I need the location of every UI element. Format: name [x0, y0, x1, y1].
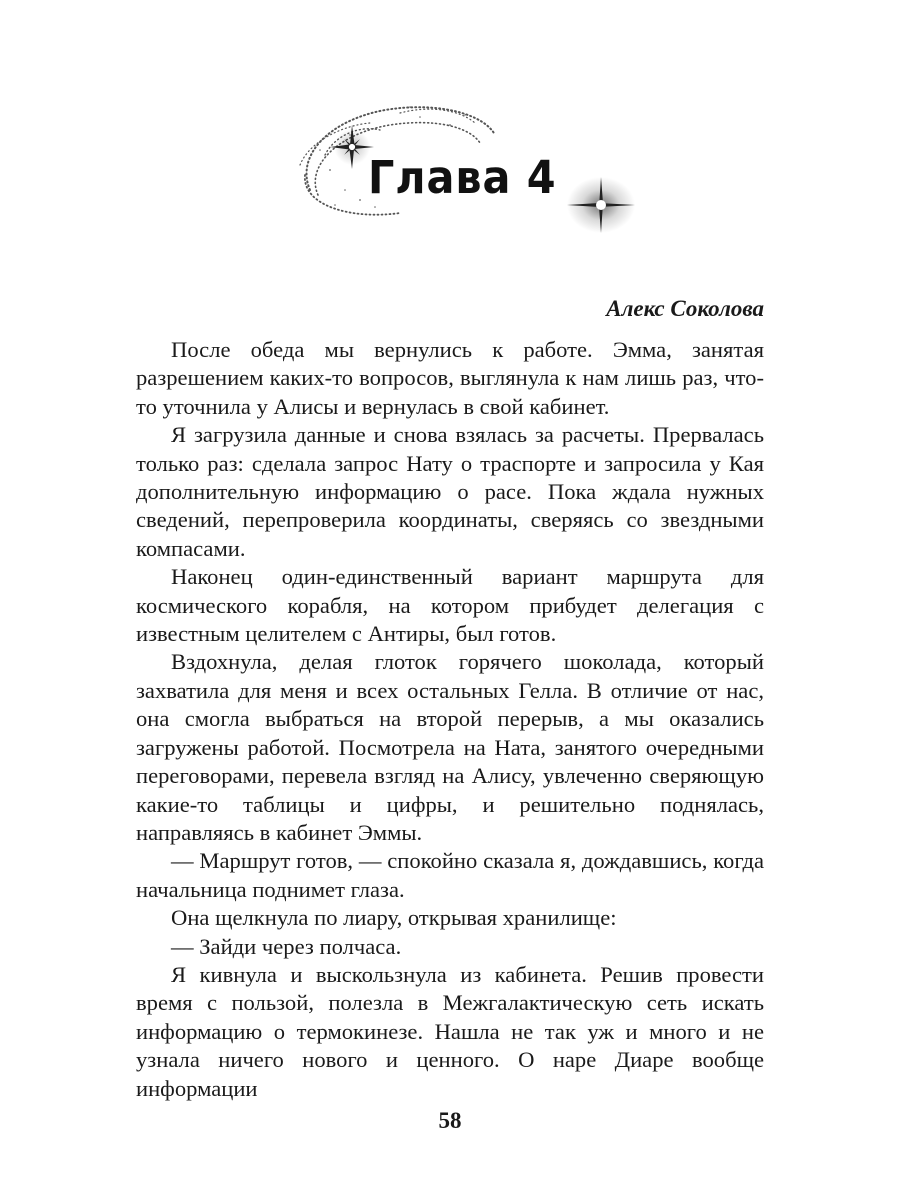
paragraph: Я кивнула и выскользнула из кабинета. Решив провести время с пользой, полезла в Межгалактическую сеть искать информацию о термокинезе. Нашла не так уж и много и не узнала ничего нового и ценного. О наре Диаре вообще информации	[136, 961, 764, 1101]
chapter-body	[136, 336, 764, 1103]
paragraph: Вздохнула, делая глоток горячего шоколада, который захватила для меня и всех остальных Гелла. В отличие от нас, она смогла выбраться на второй перерыв, а мы оказались загружены работой. Посмотрела на Ната, занятого очередными переговорами, перевела взгляд на Алису, увлеченно сверяющую какие-то таблицы и цифры, и решительно поднялась, направляясь в кабинет Эммы.	[136, 649, 764, 845]
author-name: Алекс Соколова	[606, 296, 764, 321]
paragraph: После обеда мы вернулись к работе. Эмма, занятая разрешением каких-то вопросов, выглянула к нам лишь раз, что-то уточнила у Алисы и вернулась в свой кабинет.	[136, 337, 764, 419]
paragraph: Она щелкнула по лиару, открывая хранилище:	[171, 905, 617, 931]
chapter-title: Глава 4	[368, 151, 557, 204]
paragraph: Наконец один-единственный вариант маршрута для космического корабля, на котором прибудет делегация с известным целителем с Антиры, был готов.	[136, 564, 764, 647]
page-number: 58	[438, 1108, 462, 1133]
paragraph: Я загрузила данные и снова взялась за расчеты. Прервалась только раз: сделала запрос Нату о траспорте и запросила у Кая дополнительную информацию о расе. Пока ждала нужных сведений, перепроверила координаты, сверяясь со звездными компасами.	[136, 422, 764, 561]
dialogue-line: — Маршрут готов, — спокойно сказала я, дождавшись, когда начальница поднимет глаза.	[136, 848, 764, 902]
chapter-header	[290, 95, 650, 245]
sparkle-star-icon	[565, 175, 637, 235]
dialogue-line: — Зайди через полчаса.	[171, 933, 402, 959]
